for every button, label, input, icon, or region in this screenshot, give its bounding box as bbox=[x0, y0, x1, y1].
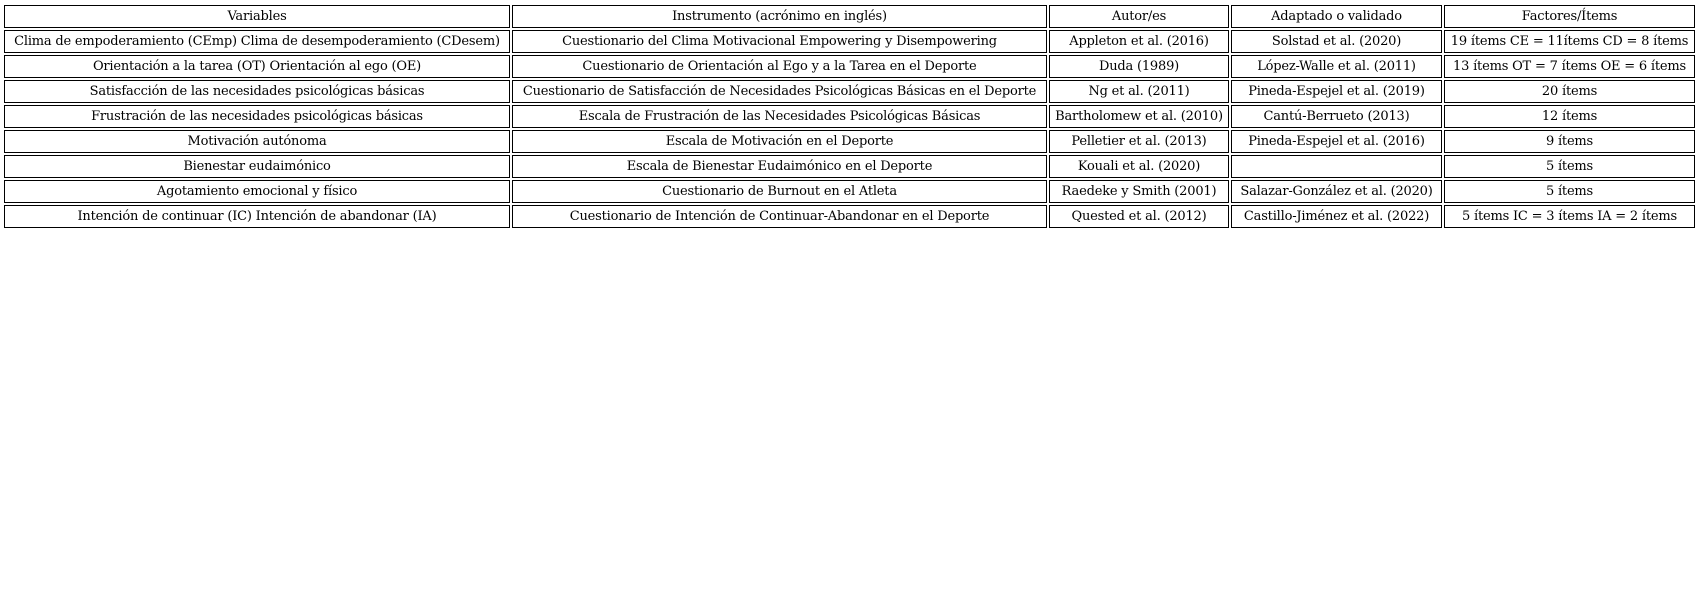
cell-factors: 9 ítems bbox=[1444, 130, 1695, 153]
cell-author: Ng et al. (2011) bbox=[1049, 80, 1229, 103]
cell-adapted: Castillo-Jiménez et al. (2022) bbox=[1231, 205, 1442, 228]
header-authors: Autor/es bbox=[1049, 5, 1229, 28]
cell-author: Appleton et al. (2016) bbox=[1049, 30, 1229, 53]
cell-variable: Agotamiento emocional y físico bbox=[4, 180, 510, 203]
cell-variable: Bienestar eudaimónico bbox=[4, 155, 510, 178]
cell-author: Quested et al. (2012) bbox=[1049, 205, 1229, 228]
cell-adapted bbox=[1231, 155, 1442, 178]
cell-factors: 12 ítems bbox=[1444, 105, 1695, 128]
table-row bbox=[4, 130, 1695, 153]
cell-author: Kouali et al. (2020) bbox=[1049, 155, 1229, 178]
cell-instrument: Escala de Motivación en el Deporte bbox=[512, 130, 1047, 153]
cell-variable: Intención de continuar (IC) Intención de abandonar (IA) bbox=[4, 205, 510, 228]
header-variables: Variables bbox=[4, 5, 510, 28]
cell-instrument: Escala de Frustración de las Necesidades Psicológicas Básicas bbox=[512, 105, 1047, 128]
cell-factors: 13 ítems OT = 7 ítems OE = 6 ítems bbox=[1444, 55, 1695, 78]
cell-variable: Satisfacción de las necesidades psicológicas básicas bbox=[4, 80, 510, 103]
table-row bbox=[4, 155, 1695, 178]
cell-variable: Motivación autónoma bbox=[4, 130, 510, 153]
header-instrument: Instrumento (acrónimo en inglés) bbox=[512, 5, 1047, 28]
cell-instrument: Cuestionario de Orientación al Ego y a la Tarea en el Deporte bbox=[512, 55, 1047, 78]
cell-factors: 5 ítems bbox=[1444, 180, 1695, 203]
header-adapted: Adaptado o validado bbox=[1231, 5, 1442, 28]
table-wrapper bbox=[4, 5, 1695, 228]
cell-factors: 5 ítems IC = 3 ítems IA = 2 ítems bbox=[1444, 205, 1695, 228]
cell-variable: Clima de empoderamiento (CEmp) Clima de desempoderamiento (CDesem) bbox=[4, 30, 510, 53]
header-factors: Factores/Ítems bbox=[1444, 5, 1695, 28]
table-row bbox=[4, 180, 1695, 203]
cell-factors: 20 ítems bbox=[1444, 80, 1695, 103]
cell-adapted: Pineda-Espejel et al. (2019) bbox=[1231, 80, 1442, 103]
cell-factors: 5 ítems bbox=[1444, 155, 1695, 178]
table-row bbox=[4, 105, 1695, 128]
cell-variable: Frustración de las necesidades psicológicas básicas bbox=[4, 105, 510, 128]
cell-adapted: Solstad et al. (2020) bbox=[1231, 30, 1442, 53]
cell-factors: 19 ítems CE = 11ítems CD = 8 ítems bbox=[1444, 30, 1695, 53]
table-row bbox=[4, 30, 1695, 53]
cell-adapted: Pineda-Espejel et al. (2016) bbox=[1231, 130, 1442, 153]
cell-instrument: Cuestionario del Clima Motivacional Empowering y Disempowering bbox=[512, 30, 1047, 53]
cell-instrument: Cuestionario de Intención de Continuar-Abandonar en el Deporte bbox=[512, 205, 1047, 228]
cell-author: Duda (1989) bbox=[1049, 55, 1229, 78]
cell-author: Raedeke y Smith (2001) bbox=[1049, 180, 1229, 203]
table-header-row bbox=[4, 5, 1695, 28]
cell-author: Bartholomew et al. (2010) bbox=[1049, 105, 1229, 128]
cell-adapted: López-Walle et al. (2011) bbox=[1231, 55, 1442, 78]
cell-author: Pelletier et al. (2013) bbox=[1049, 130, 1229, 153]
cell-variable: Orientación a la tarea (OT) Orientación al ego (OE) bbox=[4, 55, 510, 78]
cell-adapted: Cantú-Berrueto (2013) bbox=[1231, 105, 1442, 128]
cell-instrument: Cuestionario de Burnout en el Atleta bbox=[512, 180, 1047, 203]
cell-instrument: Escala de Bienestar Eudaimónico en el Deporte bbox=[512, 155, 1047, 178]
table-row bbox=[4, 205, 1695, 228]
table-row bbox=[4, 80, 1695, 103]
instruments-table bbox=[2, 3, 1697, 230]
table-row bbox=[4, 55, 1695, 78]
cell-instrument: Cuestionario de Satisfacción de Necesidades Psicológicas Básicas en el Deporte bbox=[512, 80, 1047, 103]
cell-adapted: Salazar-González et al. (2020) bbox=[1231, 180, 1442, 203]
